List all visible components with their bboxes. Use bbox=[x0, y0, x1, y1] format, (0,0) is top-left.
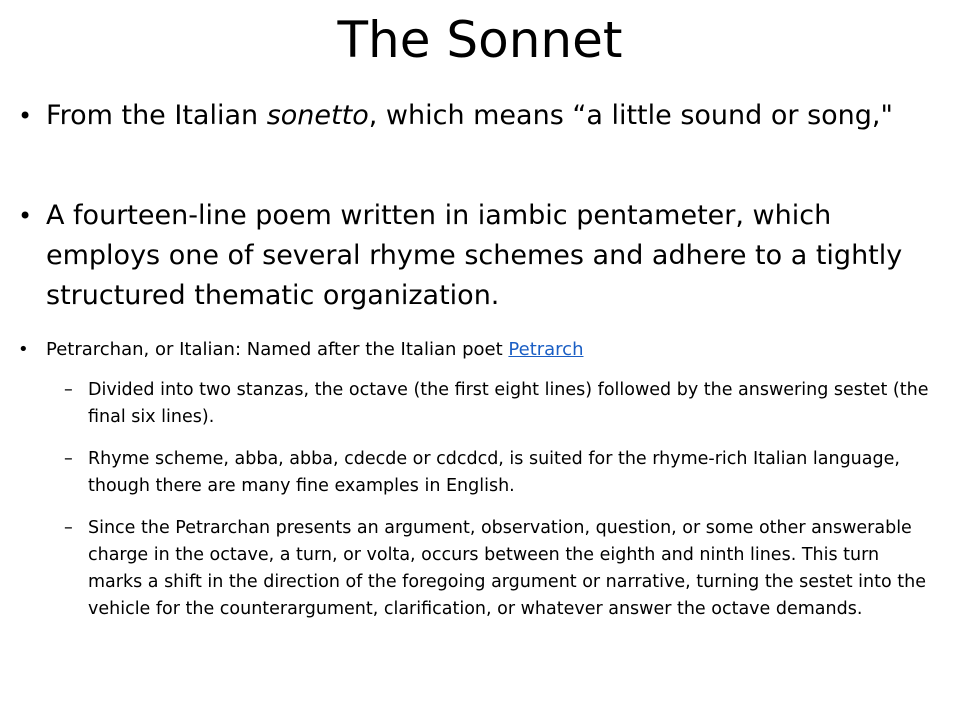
bullet-text-prefix: From the Italian bbox=[46, 100, 267, 131]
bullet-item-origin bbox=[18, 96, 936, 136]
sub-bullet-text: Divided into two stanzas, the octave (the first eight lines) followed by the answering sestet (the final six lines). bbox=[88, 380, 929, 427]
sub-bullet-text: Rhyme scheme, abba, abba, cdecde or cdcdcd, is suited for the rhyme-rich Italian language, though there are many fine examples in English. bbox=[88, 449, 900, 496]
bullet-text: Petrarchan, or Italian: Named after the Italian poet bbox=[46, 339, 509, 360]
bullet-text: A fourteen-line poem written in iambic pentameter, which employs one of several rhyme schemes and adhere to a tightly structured thematic organization. bbox=[46, 200, 903, 311]
slide-title: The Sonnet bbox=[337, 11, 623, 69]
petrarch-link[interactable]: Petrarch bbox=[508, 339, 584, 360]
bullet-icon: • bbox=[18, 102, 33, 130]
sub-bullet-item bbox=[64, 377, 938, 431]
bullet-icon: • bbox=[18, 339, 29, 360]
sub-bullet-text: Since the Petrarchan presents an argument, observation, question, or some other answerable charge in the octave, a turn, or volta, occurs between the eighth and ninth lines. This turn marks a shift in the direction of the foregoing argument or narrative, turning the sestet into the vehicle for the counterargument, clarification, or whatever answer the octave demands. bbox=[88, 518, 926, 619]
dash-icon: – bbox=[64, 380, 73, 400]
dash-icon: – bbox=[64, 449, 73, 469]
italic-term: sonetto bbox=[266, 100, 369, 131]
bullet-text-suffix: , which means “a little sound or song," bbox=[368, 100, 893, 131]
bullet-item-definition bbox=[18, 196, 936, 316]
dash-icon: – bbox=[64, 518, 73, 538]
sub-bullet-item bbox=[64, 515, 938, 623]
sub-bullet-item bbox=[64, 446, 938, 500]
bullet-item-petrarchan bbox=[18, 337, 926, 363]
bullet-icon: • bbox=[18, 202, 33, 230]
